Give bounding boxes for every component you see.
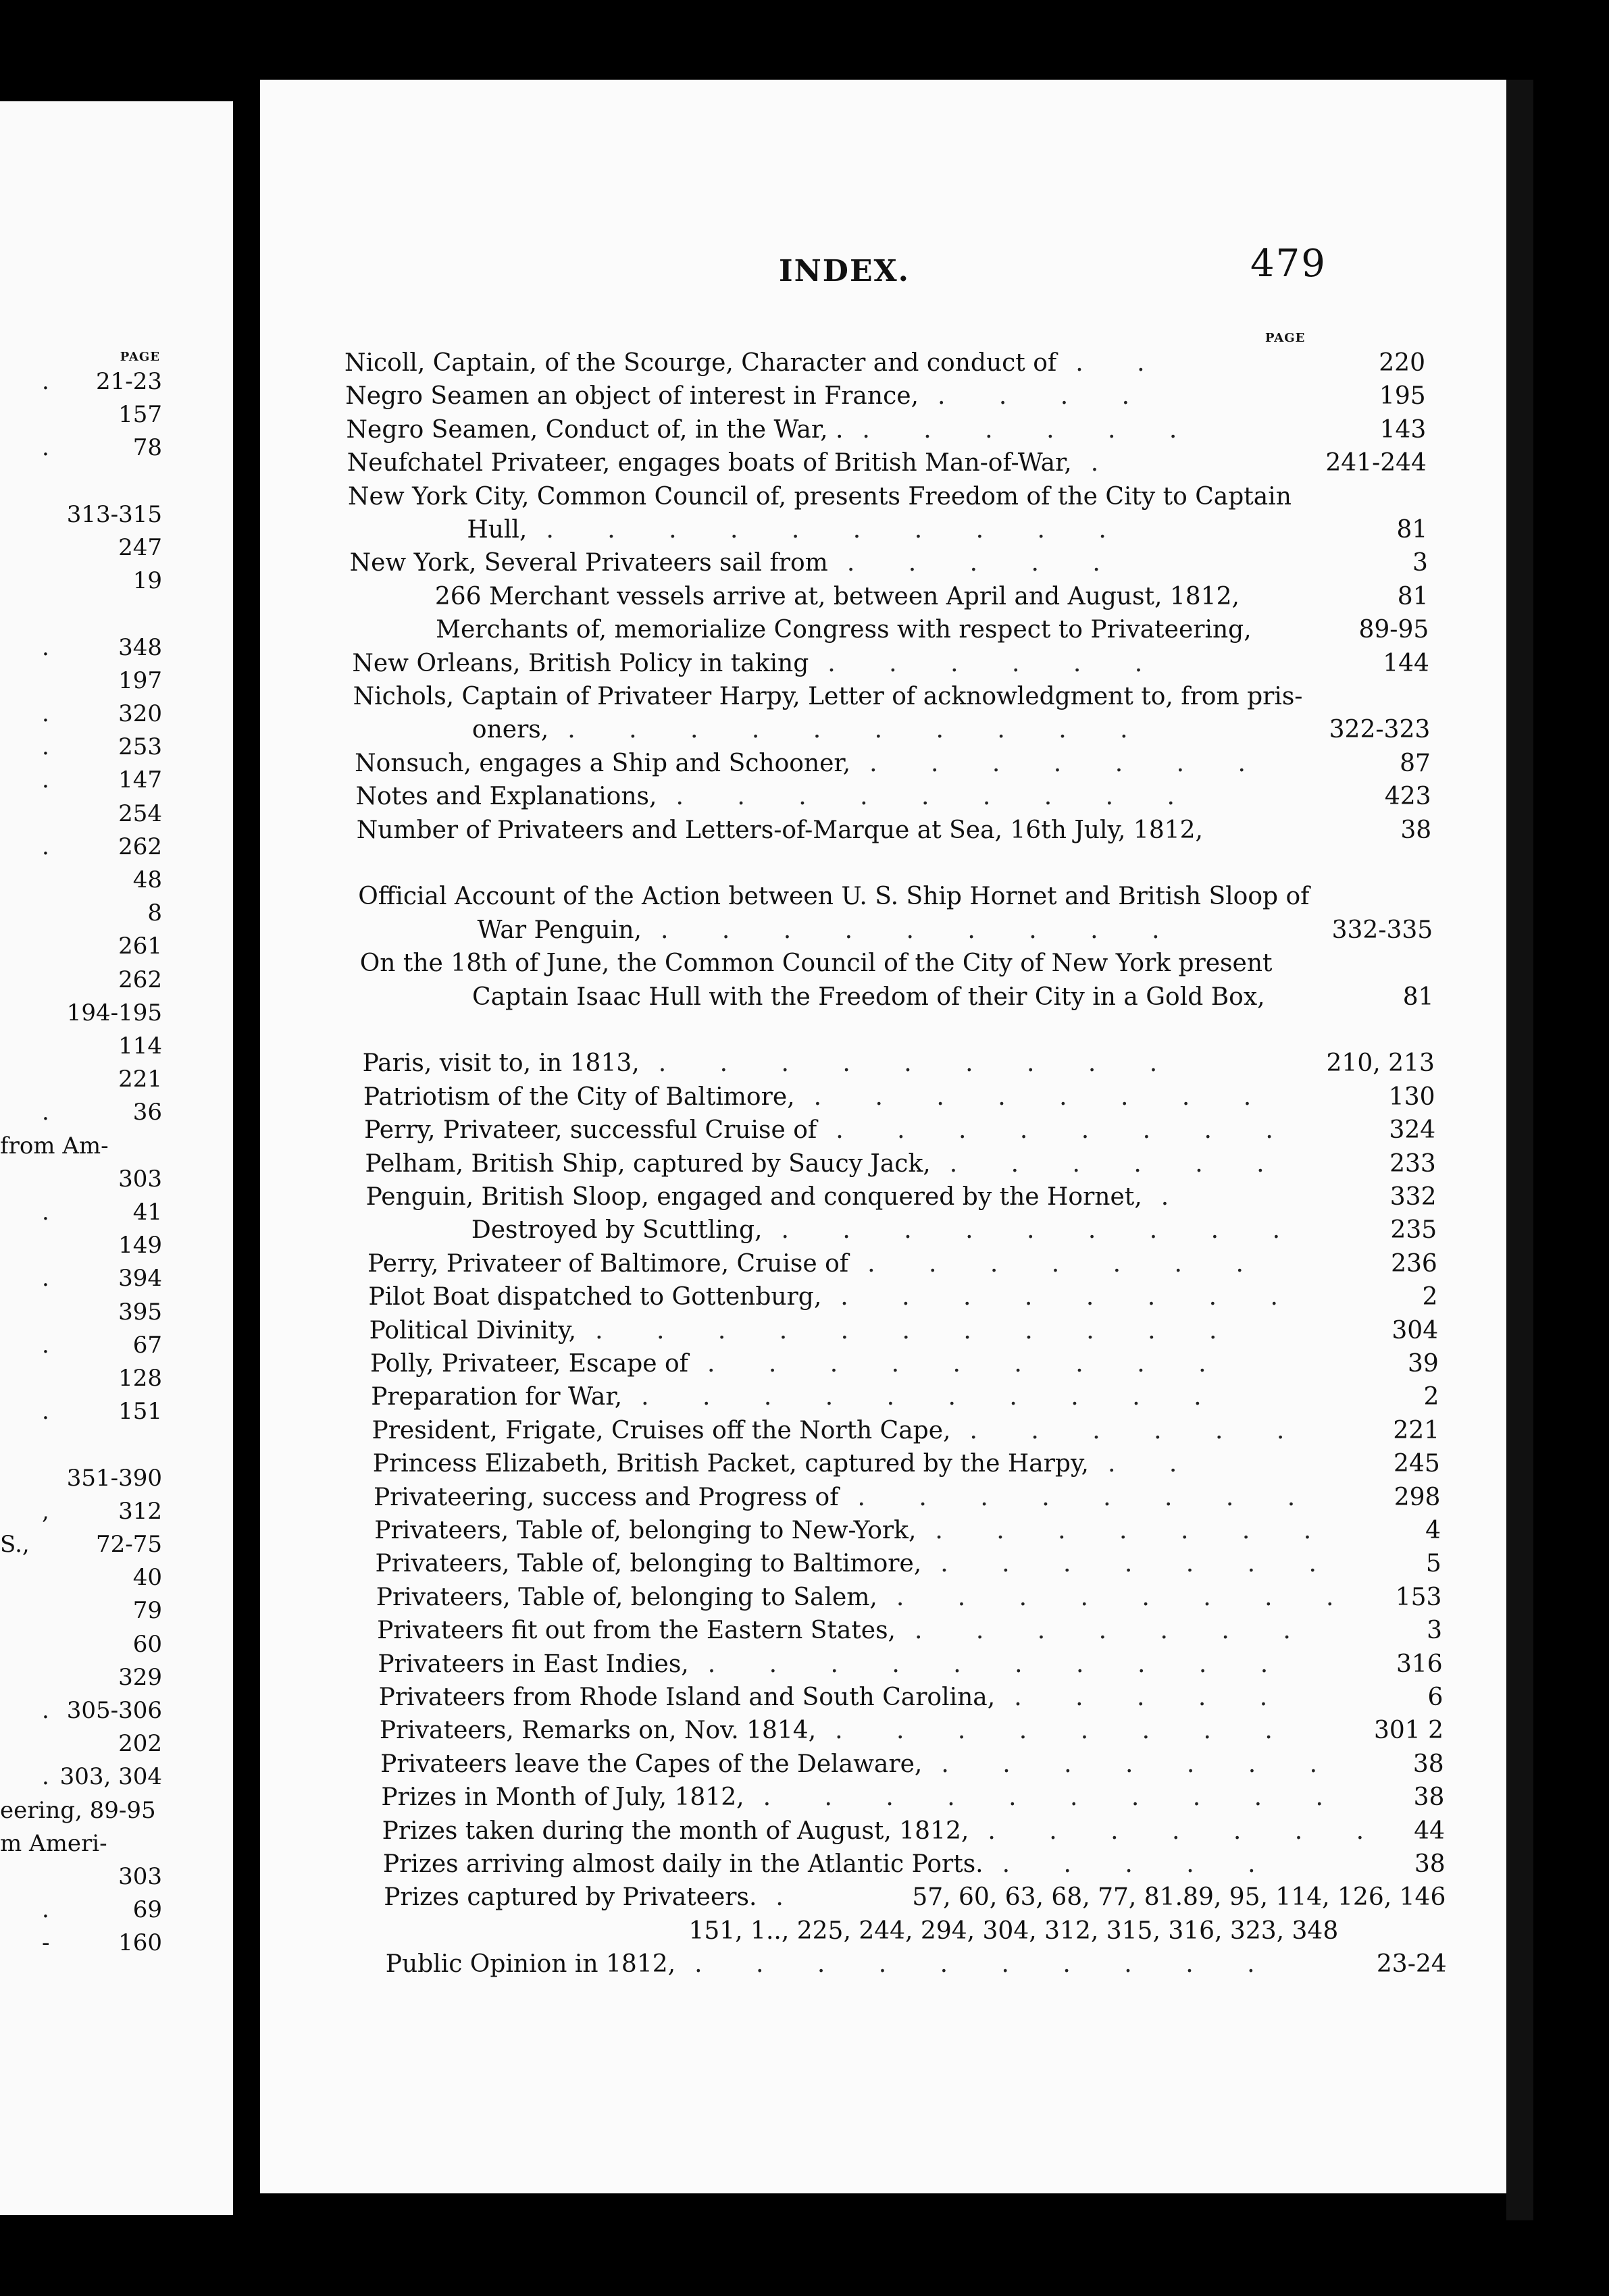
left-index-row <box>0 531 162 565</box>
left-index-row <box>0 465 162 498</box>
left-index-row <box>0 1727 162 1760</box>
entry-page-ref: 38 <box>1413 1783 1445 1812</box>
index-entry <box>355 780 1431 814</box>
entry-text: Notes and Explanations, <box>355 783 657 811</box>
entry-text: Prizes in Month of July, 1812, <box>381 1783 744 1812</box>
left-index-row <box>0 1494 162 1528</box>
entry-page-ref: 2 <box>1423 1383 1439 1411</box>
left-row-page: 262 <box>118 833 162 860</box>
entry-leader-dots: . . . . . . . <box>915 1617 1314 1645</box>
left-row-page: 36 <box>132 1099 162 1126</box>
left-index-row <box>0 1561 162 1594</box>
index-entry <box>363 1047 1435 1080</box>
entry-text: Nichols, Captain of Privateer Harpy, Letter of acknowledgment to, from pris- <box>353 683 1303 710</box>
entry-leader-dots: . <box>775 1883 807 1912</box>
left-index-row <box>0 1893 162 1927</box>
left-row-page: 197 <box>118 667 162 694</box>
entry-text: Number of Privateers and Letters-of-Marque at Sea, 16th July, 1812, <box>356 816 1203 844</box>
left-row-text: from Am- <box>0 1132 109 1159</box>
entry-text: President, Frigate, Cruises off the North Cape, <box>372 1416 951 1444</box>
left-index-row <box>0 1029 162 1063</box>
left-row-page: 67 <box>132 1331 162 1359</box>
entry-page-ref: 3 <box>1412 549 1428 577</box>
left-index-row <box>0 1062 162 1096</box>
index-entry <box>367 1247 1437 1281</box>
entry-text: Nicoll, Captain, of the Scourge, Character and conduct of <box>344 349 1057 377</box>
index-entry <box>350 546 1428 580</box>
entry-leader-dots: . . . . . . . <box>935 1517 1335 1544</box>
index-entry <box>376 1547 1441 1581</box>
entry-text: Privateers, Table of, belonging to Salem, <box>376 1583 877 1611</box>
entry-page-ref: 130 <box>1388 1082 1435 1111</box>
index-entry <box>366 1180 1437 1214</box>
left-row-dot: . <box>42 833 49 860</box>
entry-text: Public Opinion in 1812, <box>385 1950 676 1979</box>
index-entry <box>380 1714 1444 1748</box>
left-index-row <box>0 1760 162 1794</box>
left-row-dot: . <box>42 434 49 462</box>
left-index-row <box>0 431 162 465</box>
page-number: 479 <box>1250 242 1327 286</box>
running-title: INDEX. <box>779 254 910 288</box>
left-row-page: 262 <box>118 966 162 993</box>
index-entry <box>365 1147 1435 1181</box>
left-index-row <box>0 1228 162 1262</box>
left-index-row <box>0 1794 162 1827</box>
left-row-page: 19 <box>132 567 162 595</box>
entry-leader-dots: . . . . . . . . <box>813 1082 1275 1111</box>
entry-page-ref: 38 <box>1414 1850 1446 1878</box>
index-entry <box>347 446 1427 480</box>
entry-text: Pelham, British Ship, captured by Saucy Jack, <box>365 1149 931 1178</box>
left-index-row <box>0 365 162 398</box>
index-entry <box>380 1748 1444 1781</box>
index-entry <box>348 480 1427 514</box>
left-row-dot: . <box>42 766 49 794</box>
left-index-row <box>0 1661 162 1694</box>
entry-leader-dots: . . . . . . . . . <box>675 783 1198 811</box>
entry-leader-dots: . <box>1160 1183 1192 1211</box>
entry-page-ref: 87 <box>1400 749 1431 777</box>
left-row-page: 40 <box>132 1564 162 1592</box>
entry-page-ref: 423 <box>1384 783 1431 811</box>
left-index-row <box>0 797 162 831</box>
entry-page-ref: 39 <box>1407 1350 1439 1378</box>
entry-text: Destroyed by Scuttling, <box>471 1216 763 1245</box>
entry-leader-dots: . . . . . . . . . . <box>641 1383 1225 1411</box>
index-entry <box>364 1114 1435 1147</box>
entry-leader-dots: . . . . . <box>1002 1850 1279 1878</box>
left-index-row <box>0 1129 162 1163</box>
left-row-dot: . <box>42 633 49 661</box>
left-index-row <box>0 1428 162 1461</box>
entry-text: Neufchatel Privateer, engages boats of British Man-of-War, <box>347 449 1072 477</box>
index-entry <box>688 1914 1446 1948</box>
entry-page-ref: 233 <box>1389 1149 1436 1178</box>
index-entry <box>378 1648 1442 1681</box>
entry-page-ref: 220 <box>1379 349 1425 377</box>
entry-page-ref: 23-24 <box>1376 1950 1447 1979</box>
index-entry <box>478 914 1433 947</box>
entry-text: Patriotism of the City of Baltimore, <box>363 1082 795 1111</box>
left-row-page: 160 <box>118 1929 162 1957</box>
index-entry <box>361 1014 1434 1047</box>
index-entry <box>374 1514 1441 1548</box>
left-facing-page <box>0 101 233 2215</box>
left-index-row <box>0 398 162 432</box>
left-index-row <box>0 1394 162 1428</box>
left-row-page: 303 <box>118 1863 162 1890</box>
entry-page-ref: 221 <box>1393 1416 1440 1444</box>
left-row-page: 305-306 <box>66 1697 162 1724</box>
left-index-row <box>0 564 162 598</box>
entry-page-ref: 322-323 <box>1329 716 1431 744</box>
index-entry <box>369 1314 1438 1348</box>
entry-leader-dots: . . . . . . . . . . . <box>595 1316 1240 1345</box>
entry-page-ref: 324 <box>1389 1116 1436 1145</box>
entry-text: Privateers from Rhode Island and South Carolina, <box>378 1684 996 1711</box>
left-row-page: 8 <box>147 899 162 927</box>
left-row-page: 149 <box>118 1232 162 1259</box>
left-row-page: 78 <box>132 434 162 462</box>
index-entry <box>347 413 1427 447</box>
left-index-row <box>0 697 162 731</box>
entry-page-ref: 3 <box>1427 1617 1443 1645</box>
index-entry <box>384 1881 1446 1914</box>
entry-leader-dots: . . . . . <box>1014 1684 1291 1711</box>
entry-leader-dots: . <box>1090 449 1122 477</box>
left-row-page: 128 <box>118 1365 162 1392</box>
entry-leader-dots: . . . . . . . <box>867 1249 1267 1278</box>
entry-text: Pilot Boat dispatched to Gottenburg, <box>368 1283 822 1311</box>
left-row-text: eering, 89-95 <box>0 1796 156 1824</box>
index-entry <box>357 814 1432 847</box>
entry-page-ref: 236 <box>1391 1249 1437 1278</box>
entry-text: Paris, visit to, in 1813, <box>362 1049 640 1078</box>
left-row-page: 303, 304 <box>59 1763 162 1791</box>
entry-leader-dots: . . . . . . . . . <box>781 1216 1304 1245</box>
index-entry <box>435 580 1429 614</box>
left-row-page: 69 <box>132 1896 162 1924</box>
left-index-row <box>0 597 162 631</box>
left-row-page: 351-390 <box>66 1464 162 1492</box>
left-row-page: 41 <box>132 1199 162 1226</box>
entry-text: Privateers, Remarks on, Nov. 1814, <box>379 1717 817 1745</box>
left-row-page: 79 <box>132 1597 162 1625</box>
left-index-row <box>0 1195 162 1229</box>
entry-page-ref: 5 <box>1425 1550 1441 1578</box>
left-row-page: 394 <box>118 1265 162 1293</box>
left-index-row <box>0 1095 162 1129</box>
entry-leader-dots: . . . . . . . <box>988 1817 1387 1845</box>
left-row-page: 253 <box>118 733 162 761</box>
left-row-page: 348 <box>118 633 162 661</box>
left-row-dot: . <box>42 368 49 395</box>
left-row-dot: . <box>42 1099 49 1126</box>
entry-page-ref: 316 <box>1396 1650 1443 1678</box>
entry-leader-dots: . . . . . . . . <box>836 1116 1296 1145</box>
left-index-row <box>0 1261 162 1295</box>
entry-text: 151, 1.., 225, 244, 294, 304, 312, 315, 316, 323, 348 <box>688 1916 1339 1945</box>
entry-text: Captain Isaac Hull with the Freedom of their City in a Gold Box, <box>472 983 1265 1011</box>
right-page <box>260 80 1506 2193</box>
entry-leader-dots: . . <box>1107 1450 1200 1478</box>
left-row-dot: . <box>42 733 49 761</box>
left-index-row <box>0 830 162 864</box>
entry-leader-dots: . . . . . . . <box>940 1550 1339 1578</box>
index-entry <box>358 880 1432 914</box>
left-index-row <box>0 1926 162 1960</box>
index-entry <box>370 1347 1439 1381</box>
entry-text: Preparation for War, <box>371 1383 623 1411</box>
left-index-row <box>0 1827 162 1860</box>
entry-text: Prizes arriving almost daily in the Atlantic Ports. <box>382 1850 984 1878</box>
left-row-page: 221 <box>118 1066 162 1093</box>
entry-page-ref: 235 <box>1390 1216 1437 1245</box>
entry-text: Negro Seamen, Conduct of, in the War, . <box>346 415 844 444</box>
entry-text: 266 Merchant vessels arrive at, between April and August, 1812, <box>434 582 1240 610</box>
entry-page-ref: 298 <box>1394 1483 1441 1511</box>
left-index-row <box>0 1528 162 1561</box>
left-row-page: 72-75 <box>95 1531 162 1558</box>
left-index-row <box>0 498 162 531</box>
entry-page-ref: 143 <box>1379 415 1427 444</box>
index-entry <box>373 1447 1440 1481</box>
entry-leader-dots: . . . . . . . . . <box>707 1350 1229 1378</box>
left-row-page: 114 <box>118 1033 162 1060</box>
left-row-page: 202 <box>118 1730 162 1758</box>
entry-leader-dots: . . . . . . . . . . <box>707 1650 1292 1678</box>
left-row-page: 320 <box>118 700 162 727</box>
left-row-page: 48 <box>132 866 162 893</box>
entry-page-ref: 301 2 <box>1373 1717 1444 1745</box>
entry-text: Nonsuch, engages a Ship and Schooner, <box>355 749 851 777</box>
entry-text: Prizes taken during the month of August, 1812, <box>382 1817 969 1845</box>
left-row-page: 151 <box>118 1398 162 1426</box>
index-entry <box>467 513 1427 547</box>
index-entry <box>357 847 1432 881</box>
left-row-dot: . <box>42 1697 49 1724</box>
left-index-row <box>0 963 162 997</box>
entry-page-ref: 304 <box>1391 1316 1439 1345</box>
entry-leader-dots: . . . . . . . . . . <box>546 516 1129 544</box>
left-row-dot: . <box>42 1199 49 1226</box>
left-row-page: 157 <box>118 401 162 429</box>
left-index-row <box>0 896 162 930</box>
entry-text: Polly, Privateer, Escape of <box>369 1350 688 1378</box>
left-row-page: 194-195 <box>66 999 162 1026</box>
entry-text: Privateering, success and Progress of <box>374 1483 839 1511</box>
left-row-dot: . <box>42 1331 49 1359</box>
index-entry <box>371 1380 1439 1414</box>
entry-text: Princess Elizabeth, British Packet, captured by the Harpy, <box>372 1450 1089 1478</box>
entry-page-ref: 144 <box>1383 649 1429 677</box>
entry-leader-dots: . . . . . . <box>862 415 1200 444</box>
entry-text: Privateers in East Indies, <box>378 1650 689 1678</box>
entry-text: War Penguin, <box>477 916 642 944</box>
entry-leader-dots: . . . . . . . <box>869 749 1269 777</box>
left-index-row <box>0 1361 162 1395</box>
entry-text: Prizes captured by Privateers. <box>384 1883 757 1912</box>
entry-text: Merchants of, memorialize Congress with respect to Privateering, <box>436 616 1252 644</box>
left-row-page: 312 <box>118 1497 162 1525</box>
index-entry <box>472 981 1434 1014</box>
index-entry <box>344 346 1425 380</box>
entry-page-ref: 332 <box>1389 1183 1437 1211</box>
entry-leader-dots: . . . . . . . . <box>840 1283 1301 1311</box>
entry-leader-dots: . . . . . . . . . . <box>763 1783 1346 1812</box>
index-entry <box>383 1848 1446 1881</box>
left-row-dot: . <box>42 1265 49 1293</box>
left-row-page: 147 <box>118 766 162 794</box>
index-entry <box>379 1681 1444 1715</box>
entry-leader-dots: . . . . . . . <box>941 1750 1341 1778</box>
left-row-dot: . <box>42 1763 49 1791</box>
entry-page-ref: 81 <box>1397 582 1429 610</box>
entry-page-ref: 38 <box>1412 1750 1444 1778</box>
entry-leader-dots: . . . . . . . . . <box>660 916 1183 944</box>
entry-page-ref: 81 <box>1396 516 1428 544</box>
entry-leader-dots: . . . . . . . . <box>896 1583 1357 1611</box>
entry-text: Official Account of the Action between U. S. Ship Hornet and British Sloop of <box>358 883 1310 911</box>
page-column-label: PAGE <box>1265 331 1306 345</box>
left-index-row <box>0 863 162 897</box>
index-entry <box>372 1414 1439 1448</box>
left-row-page: 329 <box>118 1663 162 1691</box>
entry-text: Perry, Privateer, successful Cruise of <box>364 1116 817 1145</box>
left-index-row <box>0 1860 162 1894</box>
entry-page-ref: 332-335 <box>1331 916 1433 944</box>
entry-page-ref: 6 <box>1427 1684 1444 1711</box>
left-row-dot: . <box>42 1398 49 1426</box>
entry-text: oners, <box>471 716 549 744</box>
entry-page-ref: 4 <box>1425 1517 1441 1544</box>
entry-page-ref: 2 <box>1422 1283 1438 1311</box>
index-entry <box>376 1581 1442 1615</box>
index-entry <box>355 747 1431 781</box>
index-entry <box>363 1080 1435 1114</box>
index-entry <box>472 713 1430 747</box>
left-index-row <box>0 1295 162 1329</box>
entry-text: Penguin, British Sloop, engaged and conquered by the Hornet, <box>365 1183 1142 1211</box>
index-entry <box>382 1815 1445 1848</box>
entry-text: Privateers, Table of, belonging to Baltimore, <box>375 1550 922 1578</box>
entry-page-ref: 210, 213 <box>1326 1049 1435 1078</box>
left-index-row <box>0 1694 162 1727</box>
left-row-dot: - <box>42 1929 50 1957</box>
entry-leader-dots: . . . . . . . . <box>835 1717 1296 1745</box>
index-entry <box>353 680 1430 714</box>
left-index-row <box>0 1162 162 1196</box>
left-row-page: 21-23 <box>95 368 162 395</box>
left-page-column-label: PAGE <box>120 350 160 364</box>
index-entry <box>377 1614 1442 1648</box>
entry-leader-dots: . . . . . . <box>949 1149 1287 1178</box>
left-index-row <box>0 929 162 963</box>
entry-text: New York, Several Privateers sail from <box>349 549 828 577</box>
entry-leader-dots: . . <box>1075 349 1168 377</box>
entry-text: Hull, <box>467 516 528 544</box>
entry-page-ref: 44 <box>1414 1817 1446 1845</box>
left-row-dot: . <box>42 1896 49 1924</box>
index-entry <box>381 1781 1444 1815</box>
left-index-row <box>0 763 162 797</box>
entry-leader-dots: . . . . . . <box>969 1416 1308 1444</box>
left-row-dot: , <box>42 1497 49 1525</box>
entry-leader-dots: . . . . . . . . <box>857 1483 1319 1511</box>
entry-leader-dots: . . . . . . . . . . <box>567 716 1151 744</box>
entry-page-ref: 245 <box>1394 1450 1440 1478</box>
entry-page-ref: 81 <box>1402 983 1434 1011</box>
left-row-page: 247 <box>118 534 162 561</box>
entry-text: New Orleans, British Policy in taking <box>352 649 809 677</box>
entry-page-ref: 153 <box>1395 1583 1442 1611</box>
entry-text: Negro Seamen an object of interest in France, <box>345 382 919 411</box>
entry-page-ref: 89-95 <box>1358 616 1429 644</box>
left-row-page: 303 <box>118 1165 162 1193</box>
entry-text: Privateers fit out from the Eastern States, <box>377 1617 896 1645</box>
entry-text: Privateers leave the Capes of the Delaware, <box>380 1750 923 1778</box>
left-index-row <box>0 1328 162 1362</box>
left-index-row <box>0 1594 162 1627</box>
index-entry <box>386 1948 1447 1981</box>
index-entry <box>471 1214 1437 1247</box>
left-row-dot: . <box>42 700 49 727</box>
left-index-row <box>0 1461 162 1495</box>
entry-text: Privateers, Table of, belonging to New-York, <box>374 1517 917 1544</box>
entry-text: On the 18th of June, the Common Council of the City of New York present <box>359 949 1273 978</box>
entry-leader-dots: . . . . <box>937 382 1153 411</box>
entry-text: Political Divinity, <box>369 1316 577 1345</box>
entry-page-ref: 57, 60, 63, 68, 77, 81.89, 95, 114, 126, 146 <box>912 1883 1446 1912</box>
index-entry <box>436 613 1429 647</box>
index-entry <box>368 1280 1437 1314</box>
entry-leader-dots: . . . . . . . . . <box>658 1049 1181 1078</box>
entry-leader-dots: . . . . . <box>846 549 1123 577</box>
entry-leader-dots: . . . . . . <box>827 649 1166 677</box>
left-row-page: 395 <box>118 1298 162 1326</box>
left-row-text: S., <box>0 1531 30 1558</box>
entry-page-ref: 195 <box>1379 382 1426 411</box>
entry-page-ref: 38 <box>1400 816 1432 844</box>
left-index-row <box>0 631 162 664</box>
index-entry <box>360 947 1433 981</box>
left-row-page: 261 <box>118 933 162 960</box>
left-index-row <box>0 996 162 1030</box>
entry-text: New York City, Common Council of, presents Freedom of the City to Captain <box>348 482 1292 511</box>
left-index-row <box>0 664 162 698</box>
left-row-page: 313-315 <box>66 500 162 528</box>
left-row-text: m Ameri- <box>0 1829 107 1857</box>
entry-leader-dots: . . . . . . . . . . <box>694 1950 1278 1979</box>
left-row-page: 254 <box>118 800 162 827</box>
left-index-row <box>0 730 162 764</box>
index-entry <box>352 647 1429 681</box>
index-entry <box>374 1481 1440 1515</box>
left-row-page: 60 <box>132 1630 162 1658</box>
entry-page-ref: 241-244 <box>1325 449 1427 477</box>
index-entry <box>345 380 1425 413</box>
entry-text: Perry, Privateer of Baltimore, Cruise of <box>367 1249 849 1278</box>
left-index-row <box>0 1627 162 1661</box>
